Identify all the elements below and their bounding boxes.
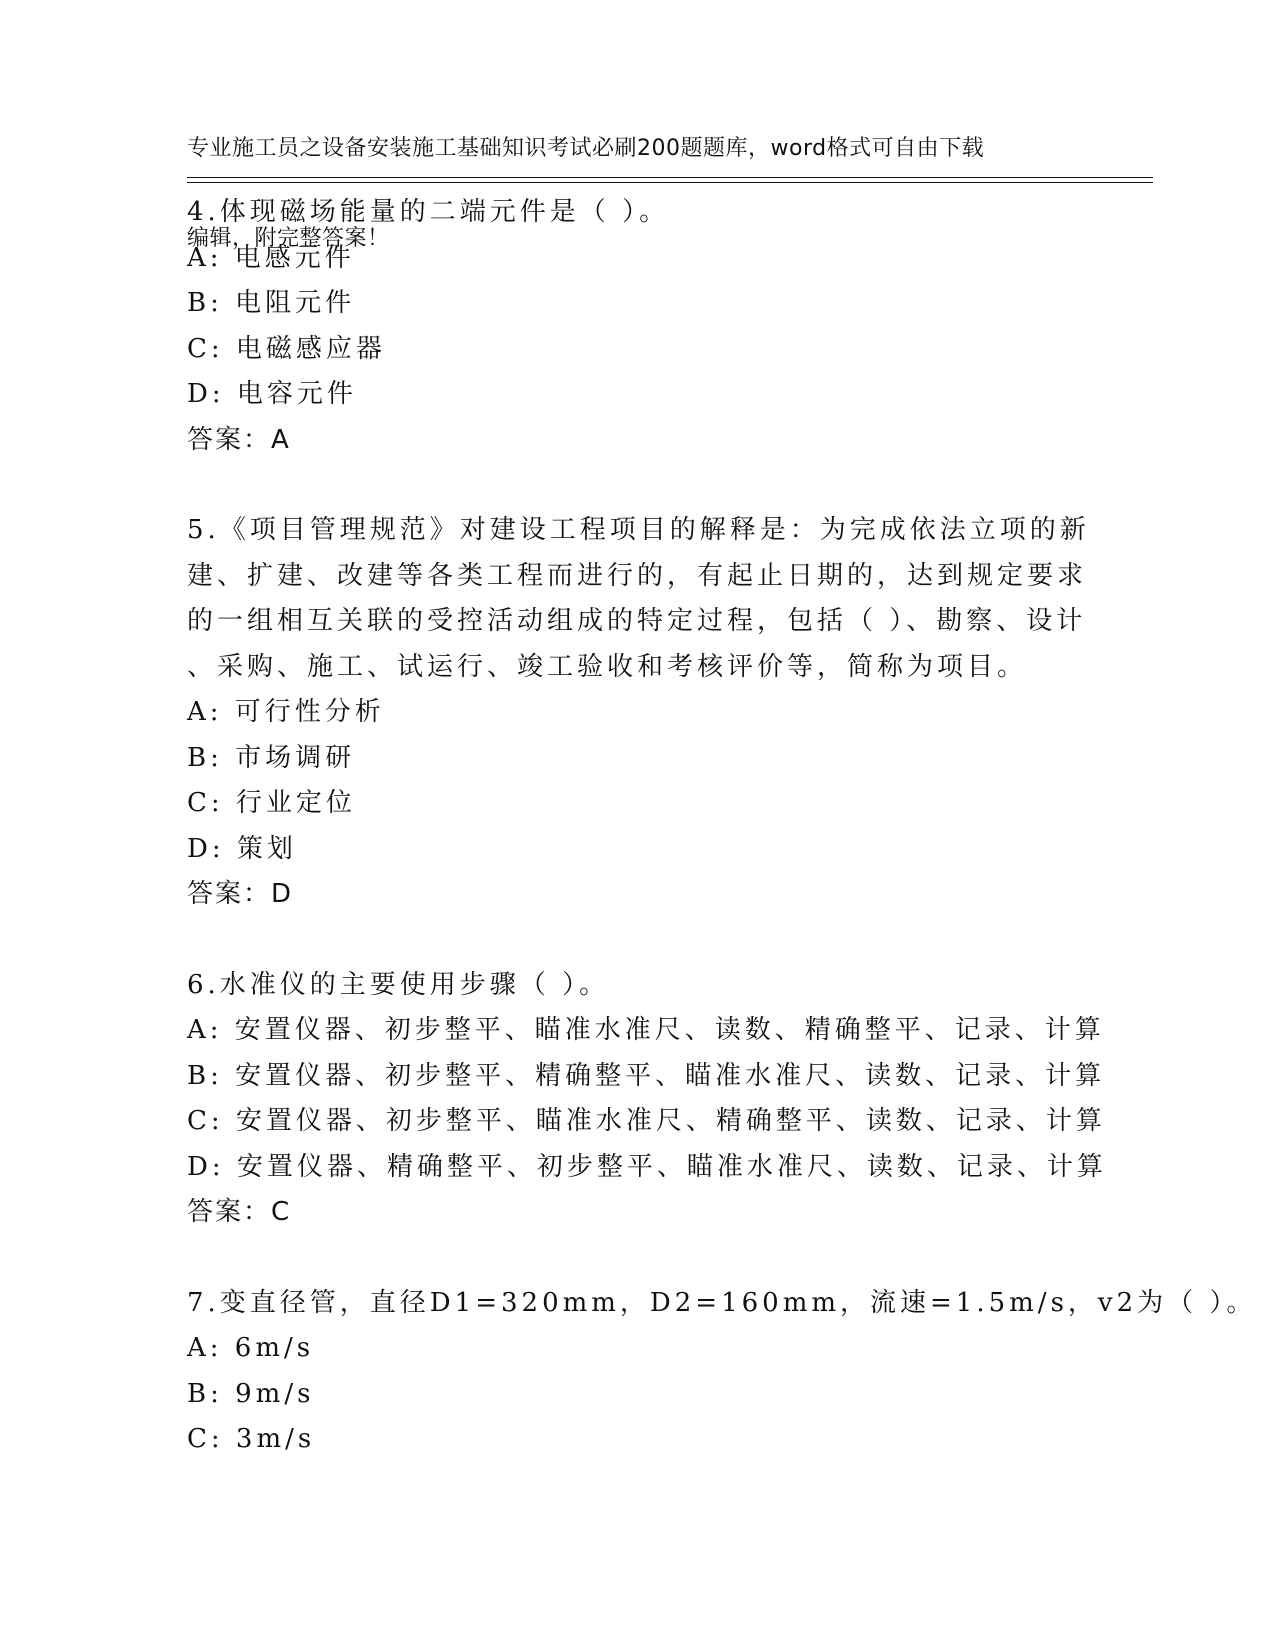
spacer: [187, 918, 1087, 963]
option-b: B: 市场调研: [187, 742, 356, 773]
option-a: A: 安置仪器、初步整平、瞄准水准尺、读数、精确整平、记录、计算: [187, 1015, 1105, 1045]
option-b: B: 电阻元件: [187, 288, 356, 318]
option-a: A: 电感元件: [187, 242, 355, 273]
spacer: [187, 463, 1087, 508]
question-4: [187, 190, 1087, 463]
answer-label: 答案：C: [187, 1197, 292, 1227]
spacer: [187, 1236, 1087, 1281]
option-d: D: 策划: [187, 833, 297, 864]
question-stem-line-2: 建、扩建、改建等各类工程而进行的，有起止日期的，达到规定要求: [187, 560, 1088, 591]
question-stem: 7.变直径管，直径D1=320mm，D2=160mm，流速=1.5m/s，v2为（ ）。: [187, 1287, 1257, 1318]
option-b: B: 9m/s: [187, 1378, 315, 1409]
header-divider-top: [187, 177, 1153, 178]
option-d: D: 安置仪器、精确整平、初步整平、瞄准水准尺、读数、记录、计算: [187, 1151, 1107, 1182]
option-a: A: 6m/s: [187, 1333, 315, 1363]
question-stem-line-3: 的一组相互关联的受控活动组成的特定过程，包括（ ）、勘察、设计: [187, 606, 1087, 636]
option-c: C: 3m/s: [187, 1424, 316, 1454]
question-stem: 4.体现磁场能量的二端元件是（ ）。: [187, 197, 670, 227]
question-stem: 6.水准仪的主要使用步骤（ ）。: [187, 969, 610, 1000]
question-6: [187, 963, 1107, 1236]
option-d: D: 电容元件: [187, 379, 357, 409]
option-b: B: 安置仪器、初步整平、精确整平、瞄准水准尺、读数、记录、计算: [187, 1060, 1106, 1091]
question-stem-line-4: 、采购、施工、试运行、竣工验收和考核评价等，简称为项目。: [187, 651, 1028, 682]
question-stem-line-1: 5.《项目管理规范》对建设工程项目的解释是：为完成依法立项的新: [187, 515, 1090, 545]
option-c: C: 电磁感应器: [187, 333, 386, 364]
option-c: C: 安置仪器、初步整平、瞄准水准尺、精确整平、读数、记录、计算: [187, 1106, 1106, 1136]
answer-label: 答案：D: [187, 879, 294, 909]
header-divider-bottom: [187, 182, 1153, 183]
question-list: [187, 190, 1257, 1463]
question-7: [187, 1281, 1257, 1463]
answer-label: 答案：A: [187, 424, 291, 455]
header-line-2: 编辑，附完整答案！: [187, 226, 390, 251]
option-c: C: 行业定位: [187, 788, 356, 818]
option-a: A: 可行性分析: [187, 697, 385, 727]
header-line-1: 专业施工员之设备安装施工基础知识考试必刷200题题库，word格式可自由下载: [187, 136, 985, 161]
question-5: [187, 508, 1090, 918]
